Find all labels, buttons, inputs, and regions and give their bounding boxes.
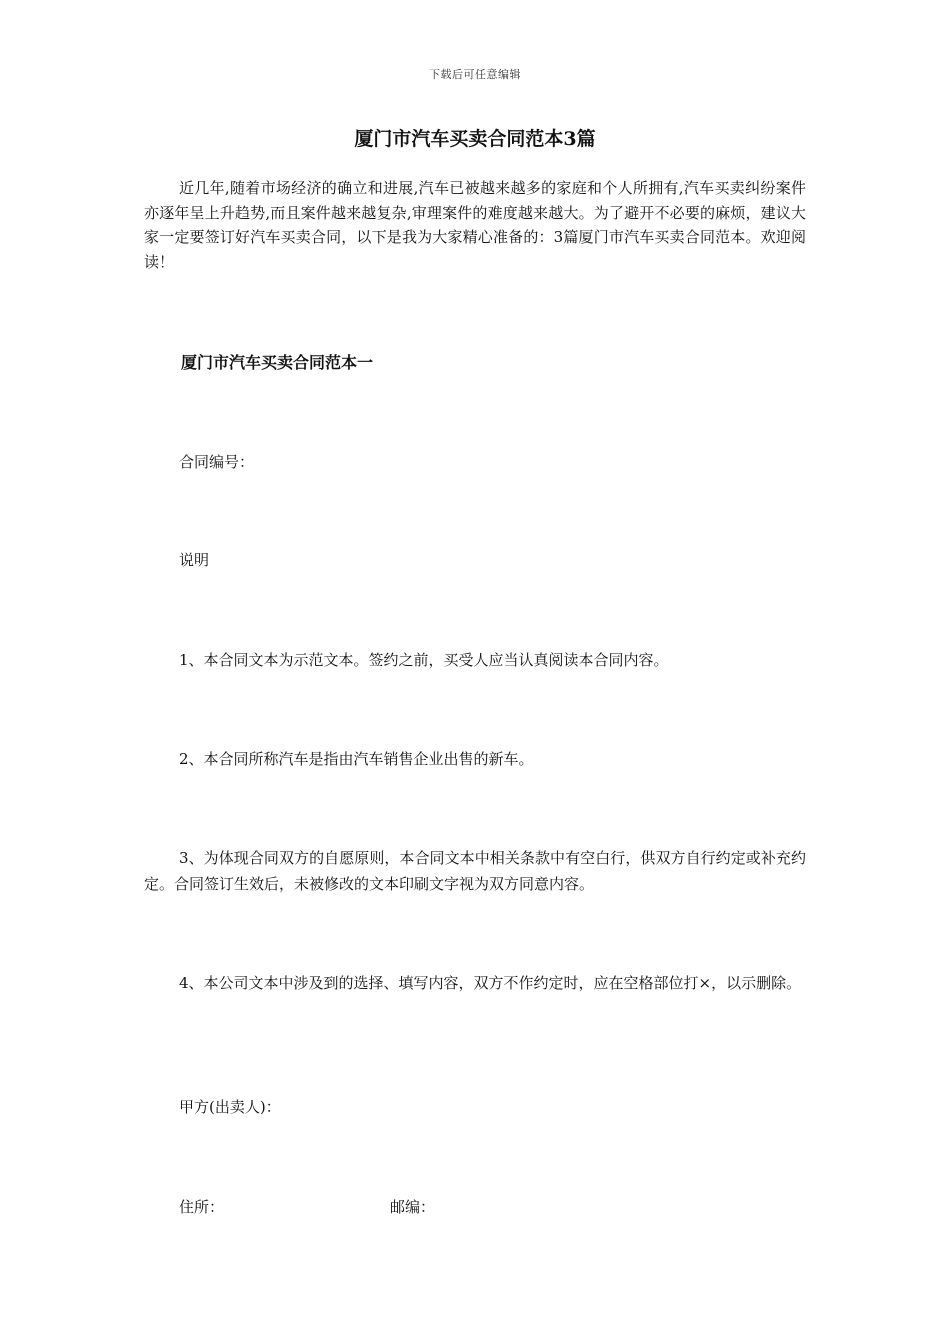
intro-paragraph: 近几年,随着市场经济的确立和进展,汽车已被越来越多的家庭和个人所拥有,汽车买卖纠纷案件亦逐年呈上升趋势,而且案件越来越复杂,审理案件的难度越来越大。为了避开不必要的麻烦，建议大家一定要签订好汽车买卖合同，以下是我为大家精心准备的：3篇厦门市汽车买卖合同范本。欢迎阅读！: [144, 179, 806, 271]
document-title: 厦门市汽车买卖合同范本3篇: [354, 128, 596, 150]
header-note: 下载后可任意编辑: [429, 68, 521, 81]
explanation-item-3: 3、为体现合同双方的自愿原则，本合同文本中相关条款中有空白行，供双方自行约定或补充约定。合同签订生效后，未被修改的文本印刷文字视为双方同意内容。: [144, 849, 806, 893]
address-label: 住所：: [179, 1198, 225, 1216]
postcode-label: 邮编：: [390, 1198, 436, 1216]
explanation-item-1: 1、本合同文本为示范文本。签约之前，买受人应当认真阅读本合同内容。: [179, 651, 669, 669]
party-a-label: 甲方(出卖人)：: [179, 1098, 281, 1116]
explanation-item-2: 2、本合同所称汽车是指由汽车销售企业出售的新车。: [179, 750, 534, 768]
section-heading: 厦门市汽车买卖合同范本一: [181, 353, 374, 372]
explanation-label: 说明: [179, 551, 210, 569]
explanation-item-4: 4、本公司文本中涉及到的选择、填写内容，双方不作约定时，应在空格部位打×，以示删除。: [179, 974, 802, 992]
address-row: [179, 1194, 436, 1220]
contract-number-label: 合同编号：: [179, 453, 255, 471]
